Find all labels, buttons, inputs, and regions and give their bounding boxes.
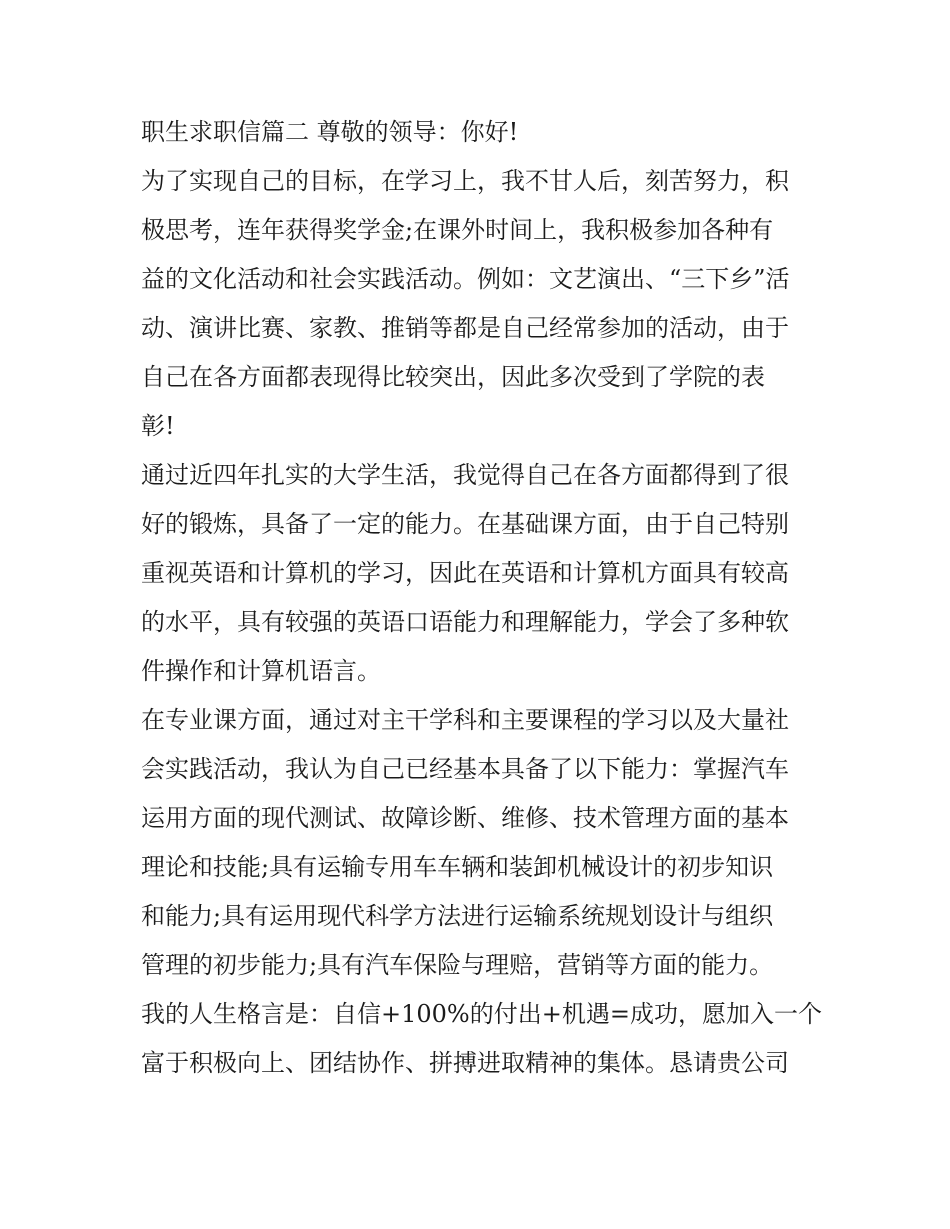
- text-line: 理论和技能;具有运输专用车车辆和装卸机械设计的初步知识: [141, 853, 774, 881]
- text-line: 重视英语和计算机的学习，因此在英语和计算机方面具有较高: [141, 559, 789, 587]
- text-line-title: 职生求职信篇二 尊敬的领导：你好!: [141, 118, 519, 146]
- text-line: 我的人生格言是：自信+100%的付出+机遇=成功，愿加入一个: [141, 1000, 822, 1028]
- text-line: 的水平，具有较强的英语口语能力和理解能力，学会了多种软: [141, 608, 789, 636]
- text-line: 运用方面的现代测试、故障诊断、维修、技术管理方面的基本: [141, 804, 789, 832]
- text-line: 和能力;具有运用现代科学方法进行运输系统规划设计与组织: [141, 902, 774, 930]
- text-line: 极思考，连年获得奖学金;在课外时间上，我积极参加各种有: [141, 216, 774, 244]
- document-body: [141, 108, 821, 1088]
- text-line: 件操作和计算机语言。: [141, 657, 381, 685]
- text-line: 为了实现自己的目标，在学习上，我不甘人后，刻苦努力，积: [141, 167, 789, 195]
- text-line: 动、演讲比赛、家教、推销等都是自己经常参加的活动，由于: [141, 314, 789, 342]
- text-line: 益的文化活动和社会实践活动。例如：文艺演出、“三下乡”活: [141, 265, 790, 293]
- text-line: 会实践活动，我认为自己已经基本具备了以下能力：掌握汽车: [141, 755, 789, 783]
- text-line: 富于积极向上、团结协作、拼搏进取精神的集体。恳请贵公司: [141, 1049, 789, 1077]
- text-line: 管理的初步能力;具有汽车保险与理赔，营销等方面的能力。: [141, 951, 774, 979]
- text-line: 自己在各方面都表现得比较突出，因此多次受到了学院的表: [141, 363, 765, 391]
- text-line: 在专业课方面，通过对主干学科和主要课程的学习以及大量社: [141, 706, 789, 734]
- text-line: 通过近四年扎实的大学生活，我觉得自己在各方面都得到了很: [141, 461, 789, 489]
- text-line: 彰!: [141, 412, 175, 440]
- text-line: 好的锻炼，具备了一定的能力。在基础课方面，由于自己特别: [141, 510, 789, 538]
